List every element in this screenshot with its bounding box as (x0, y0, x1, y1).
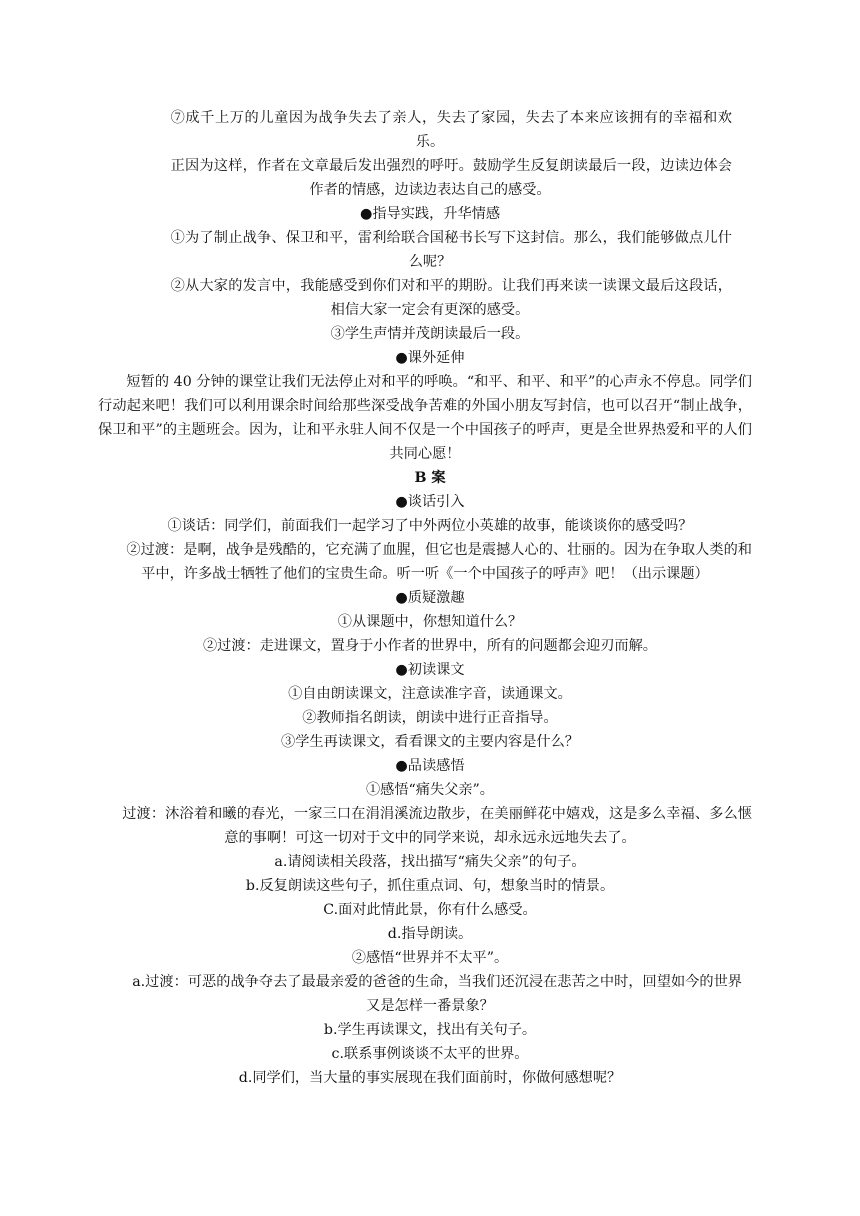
paragraph: ①从课题中，你想知道什么？ (337, 614, 523, 630)
paragraph: ①自由朗读课文，注意读准字音，读通课文。 (288, 686, 572, 702)
section-heading: ●质疑激趣 (395, 590, 465, 606)
paragraph: a.过渡：可恶的战争夺去了最最亲爱的爸爸的生命，当我们还沉浸在悲苦之中时，回望如今的世界又是怎样一番景象？ (132, 974, 742, 1014)
paragraph: ①谈话：同学们，前面我们一起学习了中外两位小英雄的故事，能谈谈你的感受吗？ (167, 518, 693, 534)
paragraph: ②教师指名朗读，朗读中进行正音指导。 (302, 710, 558, 726)
section-heading: ●初读课文 (395, 662, 465, 678)
section-heading: ●指导实践，升华情感 (359, 206, 501, 222)
section-heading: ●谈话引入 (395, 494, 465, 510)
paragraph: a.请阅读相关段落，找出描写“痛失父亲”的句子。 (274, 854, 586, 870)
paragraph: ②过渡：是啊，战争是残酷的，它充满了血腥，但它也是震撼人心的、壮丽的。因为在争取人类的和平中，许多战士牺牲了他们的宝贵生命。听一听《一个中国孩子的呼声》吧！（出示课题） (126, 542, 752, 582)
paragraph: ①为了制止战争、保卫和平，雷利给联合国秘书长写下这封信。那么，我们能够做点儿什么呢？ (170, 230, 732, 270)
paragraph: d.指导朗读。 (387, 926, 473, 942)
paragraph: ⑦成千上万的儿童因为战争失去了亲人，失去了家园，失去了本来应该拥有的幸福和欢乐。 (170, 110, 732, 150)
plan-title: B 案 (414, 470, 446, 486)
section-heading: ●课外延伸 (395, 350, 465, 366)
section-heading: ●品读感悟 (395, 758, 465, 774)
paragraph: ①感悟“痛失父亲”。 (365, 782, 494, 798)
paragraph: ②从大家的发言中，我能感受到你们对和平的期盼。让我们再来读一读课文最后这段话，相信大家一定会有更深的感受。 (170, 278, 732, 318)
paragraph: 过渡：沐浴着和曦的春光，一家三口在涓涓溪流边散步，在美丽鲜花中嬉戏，这是多么幸福、多么惬意的事啊！可这一切对于文中的同学来说，却永远永远地失去了。 (122, 806, 752, 846)
paragraph: ②感悟“世界并不太平”。 (351, 950, 509, 966)
paragraph: d.同学们，当大量的事实展现在我们面前时，你做何感想呢？ (238, 1070, 622, 1086)
paragraph: c.联系事例谈谈不太平的世界。 (331, 1046, 529, 1062)
paragraph: b.学生再读课文，找出有关句子。 (323, 1022, 537, 1038)
paragraph: b.反复朗读这些句子，抓住重点词、句，想象当时的情景。 (245, 878, 615, 894)
paragraph: 正因为这样，作者在文章最后发出强烈的呼吁。鼓励学生反复朗读最后一段，边读边体会作者的情感，边读边表达自己的感受。 (170, 158, 732, 198)
paragraph: ②过渡：走进课文，置身于小作者的世界中，所有的问题都会迎刃而解。 (202, 638, 657, 654)
paragraph: ③学生再读课文，看看课文的主要内容是什么？ (281, 734, 579, 750)
document-page (98, 106, 752, 1090)
paragraph: ③学生声情并茂朗读最后一段。 (330, 326, 530, 342)
paragraph: 短暂的 40 分钟的课堂让我们无法停止对和平的呼唤。“和平、和平、和平”的心声永不停息。同学们行动起来吧！我们可以利用课余时间给那些深受战争苦难的外国小朋友写封信，也可以召开“制止战争，保卫和平”的主题班会。因为，让和平永驻人间不仅是一个中国孩子的呼声，更是全世界热爱和平的人们共同心愿！ (98, 374, 752, 462)
paragraph: C.面对此情此景，你有什么感受。 (323, 902, 537, 918)
